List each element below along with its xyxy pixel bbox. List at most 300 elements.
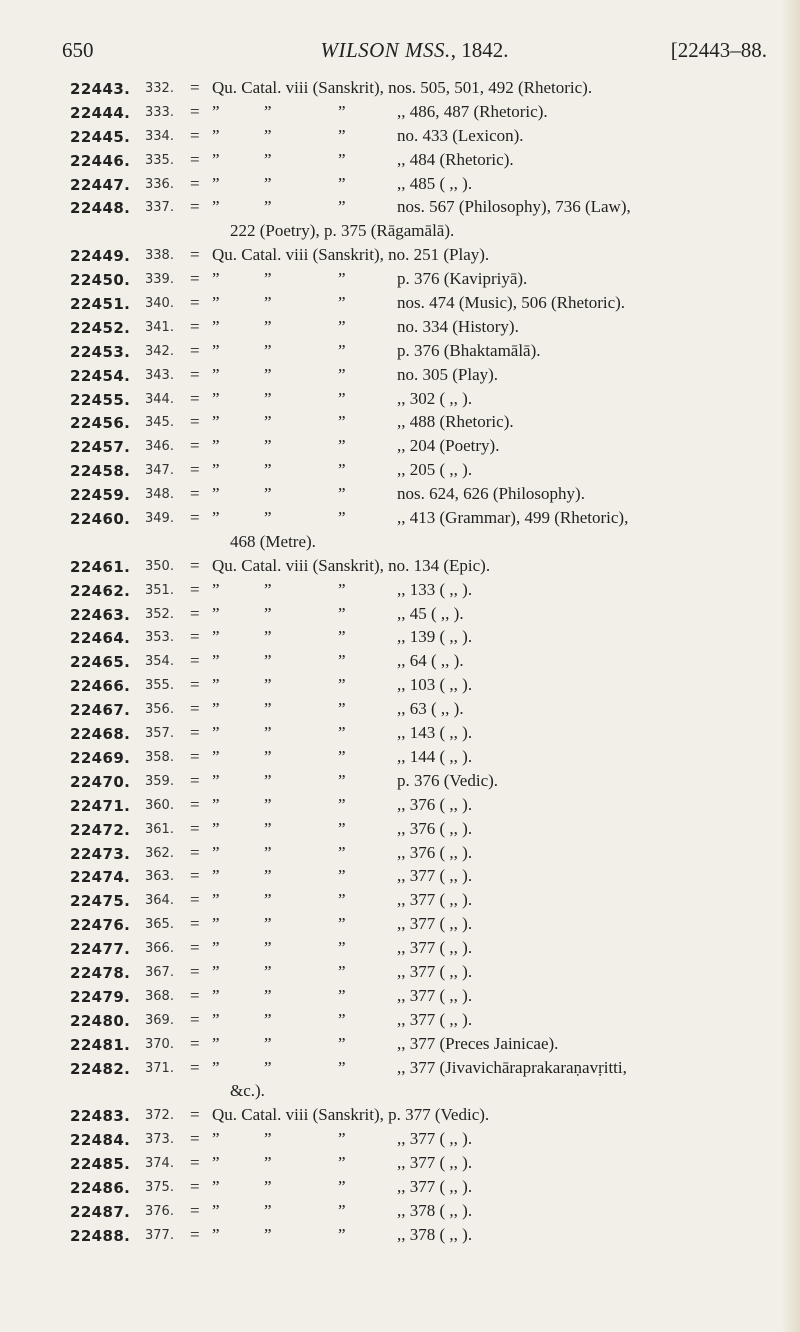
entry-reference: ,, 485 ( ,, ). [397,173,473,193]
ditto-mark: ” [212,723,220,743]
entry-number: 22444. [70,103,131,122]
equals-sign: = [190,149,200,169]
ditto-mark: ” [338,436,346,456]
ditto-mark: ” [212,1009,220,1029]
equals-sign: = [190,245,200,265]
entry-row [0,150,800,174]
equals-sign: = [190,78,200,97]
entry-catalogue-number: 363. [145,869,174,885]
entry-row [0,604,800,628]
ditto-mark: ” [212,1224,220,1244]
entry-catalogue-number: 362. [145,845,174,861]
ditto-mark: ” [264,699,272,719]
ditto-mark: ” [212,412,220,432]
entry-reference: ,, 377 ( ,, ). [397,914,473,934]
entry-catalogue-number: 353. [145,630,174,646]
equals-sign: = [190,603,200,623]
entry-row [0,484,800,508]
entry-row [0,245,800,269]
entry-catalogue-number: 374. [145,1156,174,1172]
equals-sign: = [190,914,200,934]
ditto-mark: ” [212,794,220,814]
ditto-mark: ” [338,460,346,480]
entry-catalogue-number: 358. [145,749,174,765]
ditto-mark: ” [264,914,272,934]
ditto-mark: ” [264,961,272,981]
entry-catalogue-number: 335. [145,152,174,168]
ditto-mark: ” [212,770,220,790]
entry-number: 22448. [70,199,131,218]
ditto-mark: ” [338,866,346,886]
entry-catalogue-number: 372. [145,1108,174,1124]
entry-reference: no. 334 (History). [397,316,519,336]
entry-number: 22472. [70,820,131,839]
entry-number: 22480. [70,1011,131,1030]
entry-number: 22457. [70,438,131,457]
entry-number: 22456. [70,414,131,433]
ditto-mark: ” [338,842,346,862]
entry-catalogue-number: 371. [145,1060,174,1076]
entry-number: 22460. [70,510,131,529]
entry-row [0,938,800,962]
ditto-mark: ” [212,1057,220,1077]
entry-catalogue-number: 342. [145,343,174,359]
ditto-mark: ” [212,340,220,360]
ditto-mark: ” [264,1224,272,1244]
entry-row [0,723,800,747]
entry-reference: ,, 63 ( ,, ). [397,699,464,719]
ditto-mark: ” [338,101,346,121]
entry-catalogue-number: 361. [145,821,174,837]
entry-reference: nos. 567 (Philosophy), 736 (Law), [397,197,631,217]
entry-row [0,1153,800,1177]
ditto-mark: ” [264,1129,272,1149]
entry-range: [22443–88. [670,38,767,62]
entry-reference: ,, 377 (Jivavichāraprakaraṇavṛitti, [397,1057,627,1077]
entry-catalogue-number: 347. [145,463,174,479]
ditto-mark: ” [338,388,346,408]
entry-number: 22486. [70,1178,131,1197]
ditto-mark: ” [212,269,220,289]
ditto-mark: ” [212,364,220,384]
ditto-mark: ” [212,985,220,1005]
entry-catalogue-number: 339. [145,272,174,288]
entry-catalogue-number: 357. [145,726,174,742]
ditto-mark: ” [264,770,272,790]
entry-row [0,771,800,795]
entry-row [0,914,800,938]
ditto-mark: ” [264,101,272,121]
entry-row [0,1225,800,1249]
equals-sign: = [190,818,200,838]
entry-reference: ,, 376 ( ,, ). [397,818,473,838]
entry-reference: no. 305 (Play). [397,364,499,384]
ditto-mark: ” [264,1176,272,1196]
entry-number: 22482. [70,1059,131,1078]
ditto-mark: ” [338,651,346,671]
entry-catalogue-number: 348. [145,487,174,503]
ditto-mark: ” [264,603,272,623]
page-number: 650 [62,38,94,62]
entry-catalogue-number: 341. [145,319,174,335]
entry-reference: ,, 378 ( ,, ). [397,1200,473,1220]
entry-catalogue-number: 355. [145,678,174,694]
entry-row [0,556,800,580]
entry-number: 22485. [70,1155,131,1174]
equals-sign: = [190,508,200,528]
entry-row [0,962,800,986]
equals-sign: = [190,460,200,480]
entry-catalogue-number: 368. [145,988,174,1004]
entry-reference: ,, 377 ( ,, ). [397,985,473,1005]
ditto-mark: ” [212,746,220,766]
equals-sign: = [190,746,200,766]
ditto-mark: ” [212,101,220,121]
ditto-mark: ” [212,890,220,910]
ditto-mark: ” [212,388,220,408]
entry-reference: ,, 45 ( ,, ). [397,603,464,623]
equals-sign: = [190,699,200,719]
entry-reference: ,, 488 (Rhetoric). [397,412,514,432]
entry-reference: ,, 302 ( ,, ). [397,388,473,408]
ditto-mark: ” [212,1033,220,1053]
entry-catalogue-number: 336. [145,176,174,192]
entry-description: Qu. Catal. viii (Sanskrit), nos. 505, 501, 492 (Rhetoric). [212,78,593,97]
entry-number: 22464. [70,629,131,648]
entry-catalogue-number: 349. [145,511,174,527]
entry-continuation-text: 468 (Metre). [230,531,316,551]
entry-reference: ,, 143 ( ,, ). [397,723,473,743]
entry-row [0,365,800,389]
equals-sign: = [190,627,200,647]
entry-catalogue-number: 373. [145,1132,174,1148]
ditto-mark: ” [212,603,220,623]
entry-number: 22463. [70,605,131,624]
entry-row [0,651,800,675]
entry-row [0,126,800,150]
entry-list [0,78,800,1249]
entry-number: 22470. [70,772,131,791]
equals-sign: = [190,125,200,145]
entry-catalogue-number: 359. [145,773,174,789]
ditto-mark: ” [264,1033,272,1053]
ditto-mark: ” [264,842,272,862]
ditto-mark: ” [212,149,220,169]
entry-reference: ,, 377 ( ,, ). [397,890,473,910]
entry-continuation [0,221,800,245]
entry-reference: p. 376 (Kavipriyā). [397,269,528,289]
equals-sign: = [190,340,200,360]
ditto-mark: ” [338,197,346,217]
entry-reference: ,, 133 ( ,, ). [397,579,473,599]
ditto-mark: ” [264,388,272,408]
ditto-mark: ” [338,1057,346,1077]
ditto-mark: ” [338,149,346,169]
equals-sign: = [190,173,200,193]
ditto-mark: ” [264,125,272,145]
entry-row [0,1105,800,1129]
entry-number: 22468. [70,725,131,744]
ditto-mark: ” [338,961,346,981]
ditto-mark: ” [212,1200,220,1220]
entry-reference: ,, 377 ( ,, ). [397,961,473,981]
ditto-mark: ” [338,269,346,289]
entry-row [0,1058,800,1082]
equals-sign: = [190,985,200,1005]
equals-sign: = [190,1200,200,1220]
ditto-mark: ” [212,484,220,504]
ditto-mark: ” [264,149,272,169]
ditto-mark: ” [212,914,220,934]
page-header [62,38,767,66]
entry-row [0,1129,800,1153]
entry-catalogue-number: 376. [145,1203,174,1219]
entry-row [0,1201,800,1225]
equals-sign: = [190,961,200,981]
entry-row [0,747,800,771]
entry-catalogue-number: 354. [145,654,174,670]
entry-number: 22462. [70,581,131,600]
entry-number: 22459. [70,486,131,505]
entry-row [0,699,800,723]
entry-reference: ,, 205 ( ,, ). [397,460,473,480]
ditto-mark: ” [338,985,346,1005]
equals-sign: = [190,579,200,599]
ditto-mark: ” [264,1009,272,1029]
ditto-mark: ” [338,818,346,838]
ditto-mark: ” [264,794,272,814]
ditto-mark: ” [338,699,346,719]
ditto-mark: ” [264,1200,272,1220]
equals-sign: = [190,484,200,504]
ditto-mark: ” [338,316,346,336]
ditto-mark: ” [264,651,272,671]
entry-row [0,866,800,890]
entry-catalogue-number: 346. [145,439,174,455]
entry-continuation-text: &c.). [230,1081,265,1101]
entry-row [0,317,800,341]
ditto-mark: ” [264,197,272,217]
equals-sign: = [190,197,200,217]
ditto-mark: ” [212,125,220,145]
ditto-mark: ” [212,627,220,647]
entry-row [0,819,800,843]
entry-number: 22445. [70,127,131,146]
entry-catalogue-number: 351. [145,582,174,598]
entry-description: Qu. Catal. viii (Sanskrit), no. 251 (Play). [212,245,490,265]
equals-sign: = [190,890,200,910]
ditto-mark: ” [212,938,220,958]
equals-sign: = [190,842,200,862]
ditto-mark: ” [264,627,272,647]
equals-sign: = [190,1129,200,1149]
ditto-mark: ” [264,866,272,886]
equals-sign: = [190,436,200,456]
equals-sign: = [190,1033,200,1053]
ditto-mark: ” [264,890,272,910]
entry-reference: nos. 624, 626 (Philosophy). [397,484,585,504]
entry-number: 22452. [70,318,131,337]
entry-catalogue-number: 332. [145,81,174,96]
ditto-mark: ” [338,1224,346,1244]
ditto-mark: ” [338,293,346,313]
equals-sign: = [190,1153,200,1173]
ditto-mark: ” [264,316,272,336]
entry-number: 22455. [70,390,131,409]
ditto-mark: ” [264,1153,272,1173]
entry-reference: ,, 377 (Preces Jainicae). [397,1033,559,1053]
ditto-mark: ” [338,412,346,432]
ditto-mark: ” [264,436,272,456]
ditto-mark: ” [212,436,220,456]
ditto-mark: ” [338,484,346,504]
ditto-mark: ” [264,340,272,360]
entry-row [0,627,800,651]
entry-row [0,843,800,867]
ditto-mark: ” [212,1129,220,1149]
equals-sign: = [190,555,200,575]
ditto-mark: ” [264,723,272,743]
entry-reference: ,, 204 (Poetry). [397,436,500,456]
entry-row [0,293,800,317]
ditto-mark: ” [338,1200,346,1220]
entry-catalogue-number: 340. [145,296,174,312]
entry-continuation-text: 222 (Poetry), p. 375 (Rāgamālā). [230,221,455,241]
entry-row [0,436,800,460]
entry-number: 22447. [70,175,131,194]
entry-catalogue-number: 345. [145,415,174,431]
entry-catalogue-number: 352. [145,606,174,622]
entry-reference: no. 433 (Lexicon). [397,125,524,145]
page-edge-shadow [782,0,800,1332]
entry-number: 22477. [70,940,131,959]
ditto-mark: ” [212,579,220,599]
entry-reference: ,, 377 ( ,, ). [397,1153,473,1173]
equals-sign: = [190,651,200,671]
equals-sign: = [190,770,200,790]
ditto-mark: ” [212,961,220,981]
equals-sign: = [190,1176,200,1196]
entry-description: Qu. Catal. viii (Sanskrit), no. 134 (Epic). [212,555,491,575]
entry-row [0,78,800,102]
entry-continuation [0,532,800,556]
entry-row [0,460,800,484]
entry-row [0,1034,800,1058]
ditto-mark: ” [338,1033,346,1053]
entry-catalogue-number: 366. [145,941,174,957]
entry-number: 22476. [70,916,131,935]
ditto-mark: ” [212,842,220,862]
equals-sign: = [190,293,200,313]
entry-reference: ,, 413 (Grammar), 499 (Rhetoric), [397,508,629,528]
entry-number: 22483. [70,1107,131,1126]
entry-catalogue-number: 334. [145,128,174,144]
entry-number: 22458. [70,462,131,481]
entry-row [0,341,800,365]
ditto-mark: ” [338,770,346,790]
ditto-mark: ” [264,508,272,528]
entry-row [0,675,800,699]
ditto-mark: ” [212,866,220,886]
entry-catalogue-number: 360. [145,797,174,813]
ditto-mark: ” [338,340,346,360]
equals-sign: = [190,388,200,408]
entry-number: 22475. [70,892,131,911]
ditto-mark: ” [264,579,272,599]
ditto-mark: ” [212,651,220,671]
entry-reference: ,, 144 ( ,, ). [397,746,473,766]
equals-sign: = [190,1057,200,1077]
entry-reference: ,, 378 ( ,, ). [397,1224,473,1244]
ditto-mark: ” [264,484,272,504]
running-title-year: , 1842. [450,38,509,62]
ditto-mark: ” [338,675,346,695]
ditto-mark: ” [212,173,220,193]
ditto-mark: ” [264,173,272,193]
entry-reference: ,, 377 ( ,, ). [397,1176,473,1196]
entry-catalogue-number: 364. [145,893,174,909]
equals-sign: = [190,1105,200,1125]
entry-row [0,580,800,604]
entry-catalogue-number: 375. [145,1179,174,1195]
ditto-mark: ” [338,723,346,743]
entry-catalogue-number: 377. [145,1227,174,1243]
equals-sign: = [190,101,200,121]
entry-number: 22453. [70,342,131,361]
entry-number: 22443. [70,80,131,98]
entry-catalogue-number: 367. [145,964,174,980]
entry-row [0,412,800,436]
entry-row [0,795,800,819]
entry-reference: ,, 484 (Rhetoric). [397,149,514,169]
entry-catalogue-number: 333. [145,104,174,120]
ditto-mark: ” [264,460,272,480]
equals-sign: = [190,794,200,814]
ditto-mark: ” [338,173,346,193]
entry-reference: p. 376 (Vedic). [397,770,499,790]
entry-number: 22466. [70,677,131,696]
entry-reference: nos. 474 (Music), 506 (Rhetoric). [397,293,626,313]
entry-row [0,174,800,198]
entry-reference: ,, 64 ( ,, ). [397,651,464,671]
ditto-mark: ” [338,1009,346,1029]
entry-continuation [0,1081,800,1105]
entry-catalogue-number: 350. [145,558,174,574]
equals-sign: = [190,1009,200,1029]
entry-number: 22469. [70,748,131,767]
entry-number: 22461. [70,557,131,576]
entry-number: 22487. [70,1202,131,1221]
entry-number: 22454. [70,366,131,385]
ditto-mark: ” [264,293,272,313]
ditto-mark: ” [264,985,272,1005]
entry-number: 22449. [70,247,131,266]
entry-number: 22481. [70,1035,131,1054]
ditto-mark: ” [264,938,272,958]
entry-reference: ,, 103 ( ,, ). [397,675,473,695]
entry-catalogue-number: 370. [145,1036,174,1052]
ditto-mark: ” [212,316,220,336]
equals-sign: = [190,938,200,958]
entry-reference: ,, 377 ( ,, ). [397,1009,473,1029]
entry-reference: ,, 377 ( ,, ). [397,866,473,886]
entry-row [0,508,800,532]
ditto-mark: ” [212,675,220,695]
entry-catalogue-number: 338. [145,248,174,264]
ditto-mark: ” [264,675,272,695]
entry-description: Qu. Catal. viii (Sanskrit), p. 377 (Vedic). [212,1105,490,1125]
equals-sign: = [190,866,200,886]
